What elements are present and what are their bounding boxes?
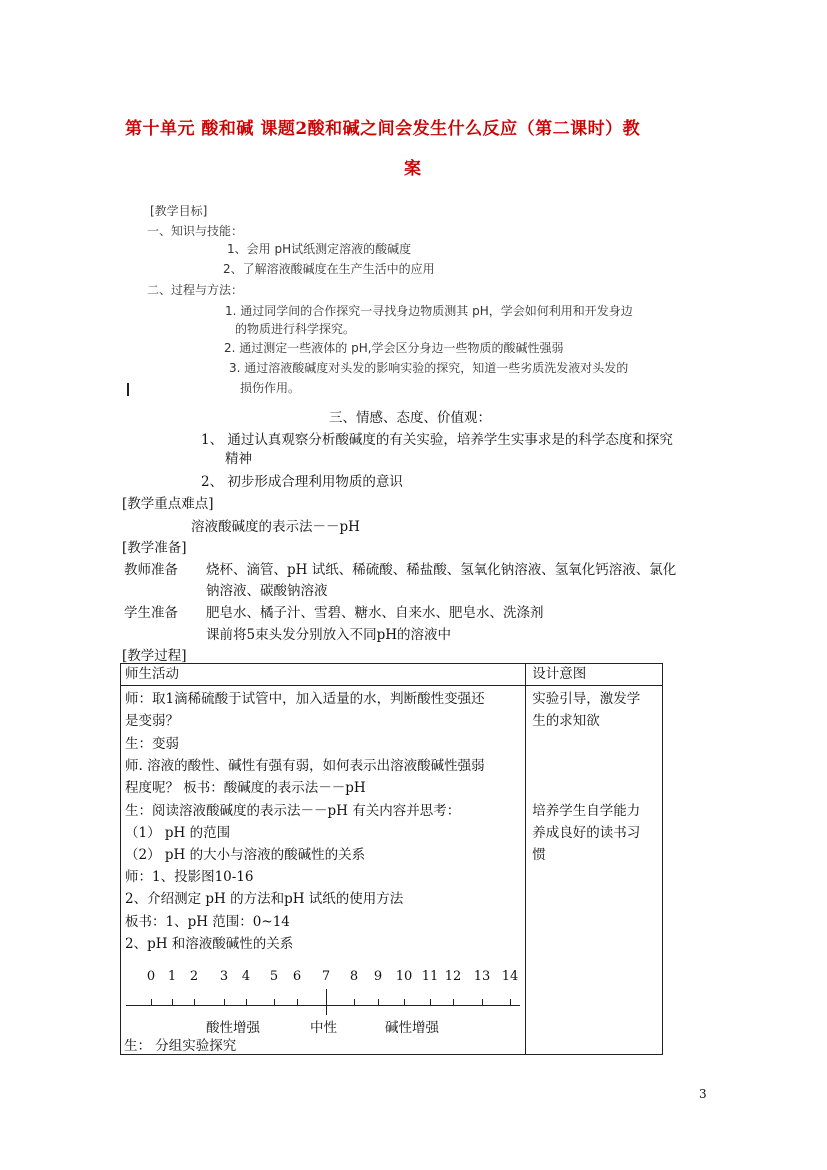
activity-line: 2、介绍测定 pH 的方法和pH 试纸的使用方法	[125, 891, 404, 907]
activity-line: （2） pH 的大小与溶液的酸碱性的关系	[125, 847, 366, 863]
ph-scale-tick	[151, 999, 152, 1006]
section3-item1-b: 精神	[225, 451, 252, 467]
section2-item1-a: 1. 通过同学间的合作探究一寻找身边物质测其 pH，学会如何利用和开发身边	[225, 304, 633, 318]
intent-line: 实验引导，激发学	[532, 691, 641, 707]
acid-label: 酸性增强	[206, 1020, 260, 1036]
objectives-heading: [教学目标]	[150, 204, 208, 218]
ph-scale-tick	[224, 999, 225, 1006]
ph-scale	[121, 969, 526, 1036]
section2-item3-a: 3. 通过溶液酸碱度对头发的影响实验的探究，知道一些劣质洗发液对头发的	[229, 361, 629, 375]
activity-line: 生：阅读溶液酸碱度的表示法－－pH 有关内容并思考：	[125, 803, 461, 819]
header-intent-cell	[526, 664, 663, 686]
ph-scale-tick	[430, 999, 431, 1006]
ph-scale-tick	[378, 999, 379, 1006]
section1-heading: 一、知识与技能：	[147, 224, 244, 238]
intent-line: 养成良好的读书习	[532, 825, 641, 841]
ph-scale-tick	[194, 999, 195, 1006]
ph-scale-tick	[172, 999, 173, 1006]
ph-scale-number: 8	[349, 969, 359, 984]
neutral-label: 中性	[310, 1020, 337, 1036]
ph-scale-number: 6	[292, 969, 302, 984]
activity-cell	[121, 686, 526, 1055]
ph-scale-tick	[246, 999, 247, 1006]
key-points-content: 溶液酸碱度的表示法－－pH	[191, 519, 360, 535]
activity-line: 是变弱？	[125, 713, 179, 729]
section2-item1-b: 的物质进行科学探究。	[235, 322, 356, 336]
student-prep-a: 肥皂水、橘子汁、雪碧、糖水、自来水、肥皂水、洗涤剂	[206, 605, 544, 621]
group-experiment-line: 生： 分组实验探究	[124, 1038, 237, 1054]
key-points-heading: [教学重点难点]	[122, 496, 214, 512]
header-activity-cell	[121, 664, 526, 686]
ph-scale-tick	[482, 999, 483, 1006]
ph-scale-number: 10	[395, 969, 413, 984]
ph-scale-tick	[274, 999, 275, 1006]
activity-line: 2、pH 和溶液酸碱性的关系	[125, 936, 294, 952]
section1-item1: 1、会用 pH试纸测定溶液的酸碱度	[227, 242, 412, 256]
ph-scale-number: 11	[421, 969, 439, 984]
ph-scale-number: 12	[444, 969, 462, 984]
teacher-prep-b: 钠溶液、碳酸钠溶液	[206, 583, 328, 599]
student-prep-b: 课前将5束头发分别放入不同pH的溶液中	[206, 627, 452, 643]
ph-scale-tick	[297, 999, 298, 1006]
document-title-line2: 案	[404, 159, 422, 179]
ph-scale-number: 0	[146, 969, 156, 984]
teacher-prep-a: 烧杯、滴管、pH 试纸、稀硫酸、稀盐酸、氢氧化钠溶液、氢氧化钙溶液、氯化	[206, 562, 677, 578]
ph-scale-tick	[510, 999, 511, 1006]
ph-scale-number: 7	[321, 969, 331, 984]
section1-item2: 2、了解溶液酸碱度在生产生活中的应用	[223, 262, 435, 276]
ph-scale-number: 1	[167, 969, 177, 984]
intent-line: 惯	[532, 847, 546, 863]
section2-item2: 2. 通过测定一些液体的 pH,学会区分身边一些物质的酸碱性强弱	[224, 341, 564, 355]
ph-scale-tick	[326, 989, 327, 1015]
ph-scale-number: 14	[501, 969, 519, 984]
teacher-prep-label: 教师准备	[124, 562, 178, 578]
activity-line: 生：变弱	[125, 736, 179, 752]
process-heading: [教学过程]	[122, 648, 187, 664]
intent-cell	[526, 686, 663, 1055]
header-activity: 师生活动	[125, 666, 179, 682]
student-prep-label: 学生准备	[124, 605, 178, 621]
page-number: 3	[699, 1087, 707, 1101]
header-intent: 设计意图	[532, 666, 587, 682]
ph-scale-tick	[354, 999, 355, 1006]
ph-scale-number: 9	[373, 969, 383, 984]
section2-item3-b: 损伤作用。	[240, 381, 301, 395]
ph-scale-number: 2	[189, 969, 199, 984]
image-edge-mark	[127, 383, 129, 396]
document-title-line1: 第十单元 酸和碱 课题2酸和碱之间会发生什么反应（第二课时）教	[125, 119, 641, 139]
ph-scale-number: 4	[241, 969, 251, 984]
lesson-table	[120, 663, 663, 1055]
preparation-heading: [教学准备]	[122, 540, 187, 556]
intent-line: 生的求知欲	[532, 713, 600, 729]
section3-item2: 2、 初步形成合理利用物质的意识	[201, 474, 403, 490]
ph-scale-number: 5	[269, 969, 279, 984]
intent-line: 培养学生自学能力	[532, 803, 641, 819]
ph-scale-axis	[126, 1005, 520, 1006]
section3-item1-a: 1、 通过认真观察分析酸碱度的有关实验，培养学生实事求是的科学态度和探究	[201, 432, 673, 448]
ph-scale-tick	[404, 999, 405, 1006]
base-label: 碱性增强	[385, 1020, 439, 1036]
ph-scale-tick	[453, 999, 454, 1006]
ph-scale-number: 13	[473, 969, 491, 984]
activity-line: 师：1、投影图10-16	[125, 869, 254, 885]
section2-heading: 二、过程与方法：	[147, 283, 244, 297]
activity-line: 师. 溶液的酸性、碱性有强有弱，如何表示出溶液酸碱性强弱	[125, 758, 485, 774]
ph-scale-number: 3	[219, 969, 229, 984]
activity-line: 板书：1、pH 范围：0~14	[125, 914, 290, 930]
activity-line: （1） pH 的范围	[125, 825, 231, 841]
activity-line: 师：取1滴稀硫酸于试管中，加入适量的水，判断酸性变强还	[125, 691, 485, 707]
activity-line: 程度呢？ 板书：酸碱度的表示法－－pH	[125, 780, 366, 796]
section3-heading: 三、情感、态度、价值观：	[329, 410, 491, 426]
